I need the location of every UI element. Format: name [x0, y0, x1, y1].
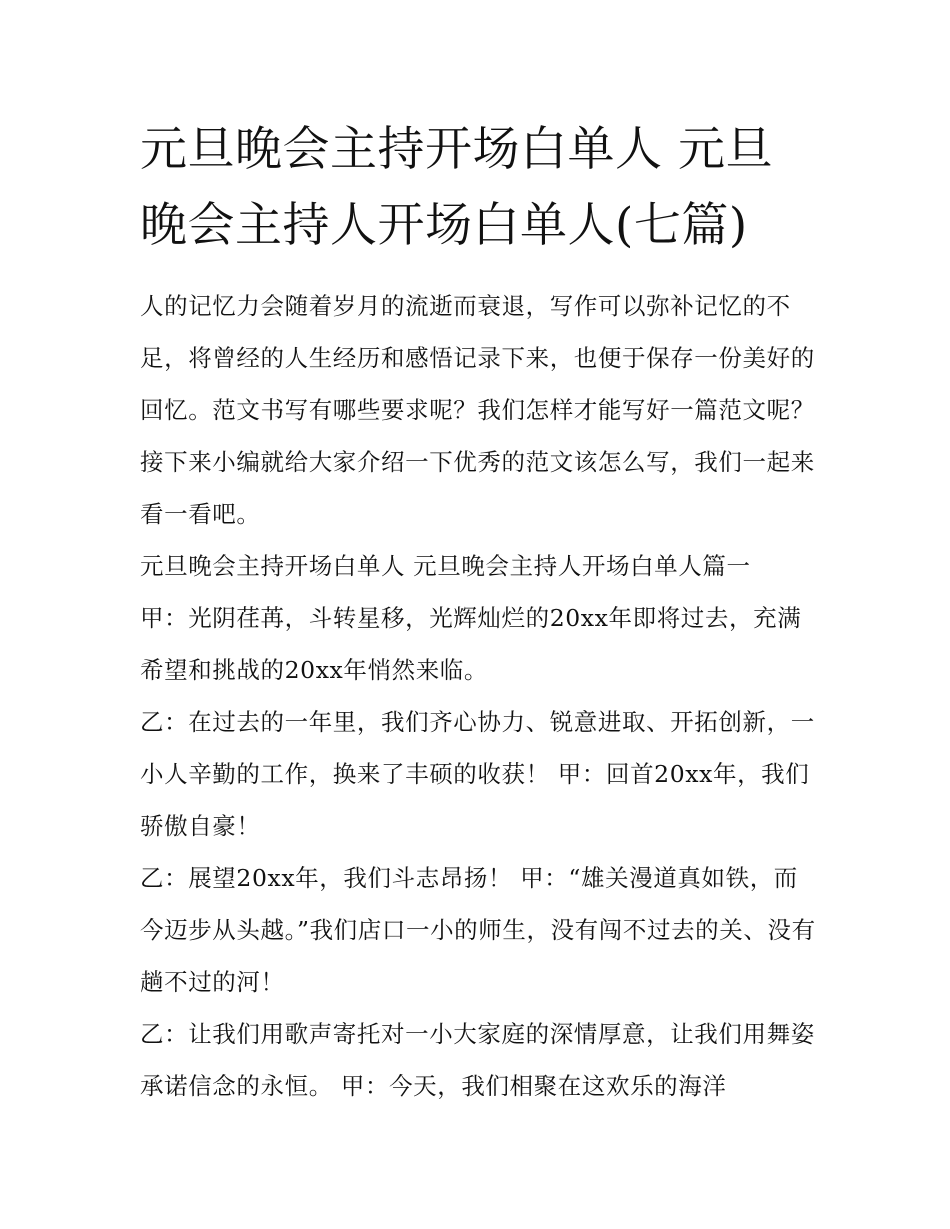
paragraph-section-heading: 元旦晚会主持开场白单人 元旦晚会主持人开场白单人篇一 — [140, 552, 751, 580]
paragraph-dialogue: 乙：在过去的一年里，我们齐心协力、锐意进取、开拓创新，一小人辛勤的工作，换来了丰硕的收获！ 甲：回首20xx年，我们骄傲自豪！ — [140, 708, 815, 840]
paragraph-dialogue: 乙：展望20xx年，我们斗志昂扬！ 甲：“雄关漫道真如铁，而今迈步从头越。”我们店口一小的师生，没有闯不过去的关、没有趟不过的河！ — [140, 864, 816, 996]
paragraph-intro: 人的记忆力会随着岁月的流逝而衰退，写作可以弥补记忆的不足，将曾经的人生经历和感悟记录下来，也便于保存一份美好的回忆。范文书写有哪些要求呢？我们怎样才能写好一篇范文呢？接下来小编就给大家介绍一下优秀的范文该怎么写，我们一起来看一看吧。 — [140, 292, 815, 528]
document-title: 元旦晚会主持开场白单人 元旦晚会主持人开场白单人(七篇) — [140, 122, 773, 253]
paragraph-dialogue: 甲：光阴荏苒，斗转星移，光辉灿烂的20xx年即将过去，充满希望和挑战的20xx年悄然来临。 — [140, 604, 802, 684]
paragraph-dialogue: 乙：让我们用歌声寄托对一小大家庭的深情厚意，让我们用舞姿承诺信念的永恒。 甲：今天，我们相聚在这欢乐的海洋 — [140, 1020, 815, 1100]
document-body — [140, 280, 820, 1112]
